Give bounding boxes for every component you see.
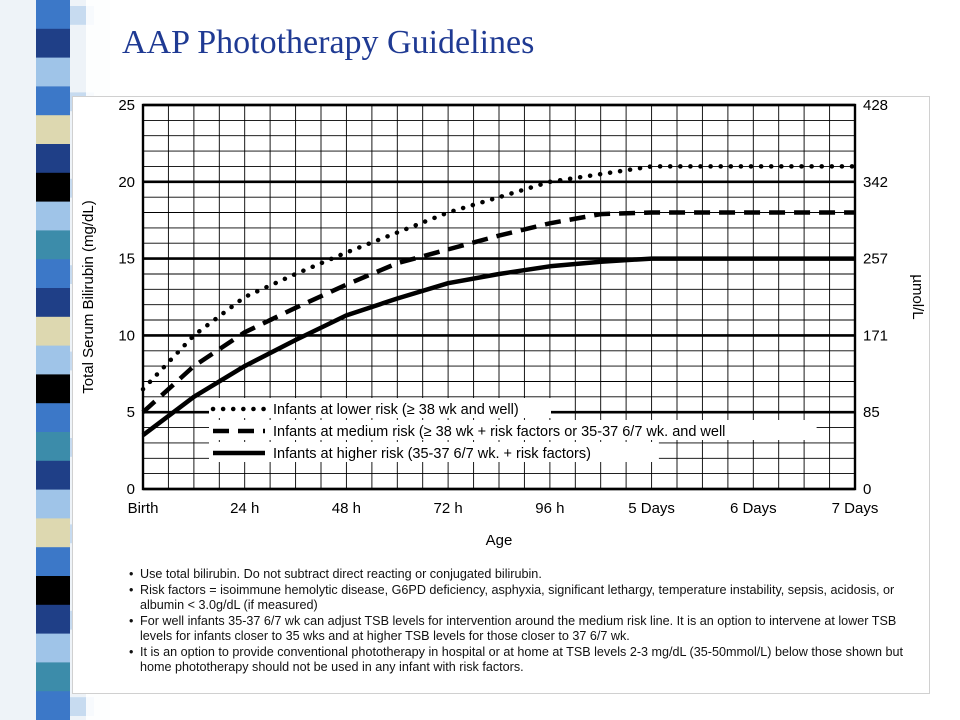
legend-label: Infants at lower risk (≥ 38 wk and well) [273, 402, 519, 418]
stripe-segment [36, 115, 70, 144]
x-tick-label: 5 Days [628, 500, 675, 517]
y-right-tick-label: 257 [863, 250, 889, 268]
slide-title: AAP Phototherapy Guidelines [122, 24, 535, 61]
notes-list [129, 567, 919, 676]
figure-panel [72, 96, 930, 694]
stripe-segment [36, 432, 70, 461]
stripe-segment [36, 144, 70, 173]
y-right-axis-label: µmol/L [909, 274, 926, 320]
stripe-segment [36, 662, 70, 691]
stripe-segment [36, 634, 70, 663]
y-right-tick-label: 342 [863, 173, 889, 191]
y-right-tick-label: 0 [863, 481, 872, 498]
note-item: • It is an option to provide conventional phototherapy in hospital or at home at TSB levels 2-3 mg/dL (35-50mmol/L) below those shown but home phototherapy should not be used in any infant with risk factors. [129, 645, 919, 676]
stripe-segment [36, 259, 70, 288]
y-tick-label: 10 [118, 327, 135, 345]
x-tick-label: 72 h [433, 500, 463, 517]
y-tick-label: 25 [118, 97, 135, 114]
legend-label: Infants at medium risk (≥ 38 wk + risk factors or 35-37 6/7 wk. and well [273, 424, 726, 440]
stripe-segment [36, 288, 70, 317]
y-right-tick-label: 171 [863, 327, 889, 345]
stripe-segment [36, 605, 70, 634]
y-right-tick-label: 85 [863, 404, 880, 422]
stripe-segment [36, 403, 70, 432]
y-right-tick-label: 428 [863, 97, 889, 114]
stripe-segment [36, 230, 70, 259]
y-axis-label: Total Serum Bilirubin (mg/dL) [80, 200, 97, 394]
stripe-segment [36, 461, 70, 490]
x-tick-label: 24 h [230, 500, 260, 517]
y-tick-label: 20 [118, 173, 135, 191]
note-item: • Risk factors = isoimmune hemolytic disease, G6PD deficiency, asphyxia, significant lethargy, temperature instability, sepsis, acidosis, or albumin < 3.0g/dL (if measured) [129, 583, 919, 614]
x-tick-label: Birth [127, 500, 159, 517]
stripe-segment [36, 374, 70, 403]
stripe-segment [36, 86, 70, 115]
y-tick-label: 5 [126, 404, 135, 422]
stripe-segment [36, 29, 70, 58]
stripe-segment [36, 547, 70, 576]
stripe-segment [36, 346, 70, 375]
x-tick-label: 96 h [535, 500, 565, 517]
stripe-segment [36, 691, 70, 720]
stripe-segment [36, 173, 70, 202]
legend-label: Infants at higher risk (35-37 6/7 wk. + risk factors) [273, 446, 591, 462]
x-tick-label: 6 Days [729, 500, 777, 517]
x-tick-label: 48 h [331, 500, 362, 517]
stripe-segment [36, 0, 70, 29]
stripe-segment [36, 317, 70, 346]
y-tick-label: 0 [126, 481, 135, 498]
y-tick-label: 15 [118, 250, 135, 268]
x-tick-label: 7 Days [831, 500, 879, 517]
stripe-segment [36, 202, 70, 231]
stripe-segment [36, 490, 70, 519]
stripe-segment [36, 58, 70, 87]
stripe-segment [36, 576, 70, 605]
note-item: • For well infants 35-37 6/7 wk can adjust TSB levels for intervention around the medium risk line. It is an option to intervene at lower TSB levels for infants closer to 35 wks and at higher TSB levels for those closer to 37 6/7 wk. [129, 614, 919, 645]
note-item: • Use total bilirubin. Do not subtract direct reacting or conjugated bilirubin. [129, 567, 919, 583]
stripe-segment [36, 518, 70, 547]
phototherapy-chart [73, 97, 929, 567]
x-axis-label: Age [485, 532, 513, 549]
